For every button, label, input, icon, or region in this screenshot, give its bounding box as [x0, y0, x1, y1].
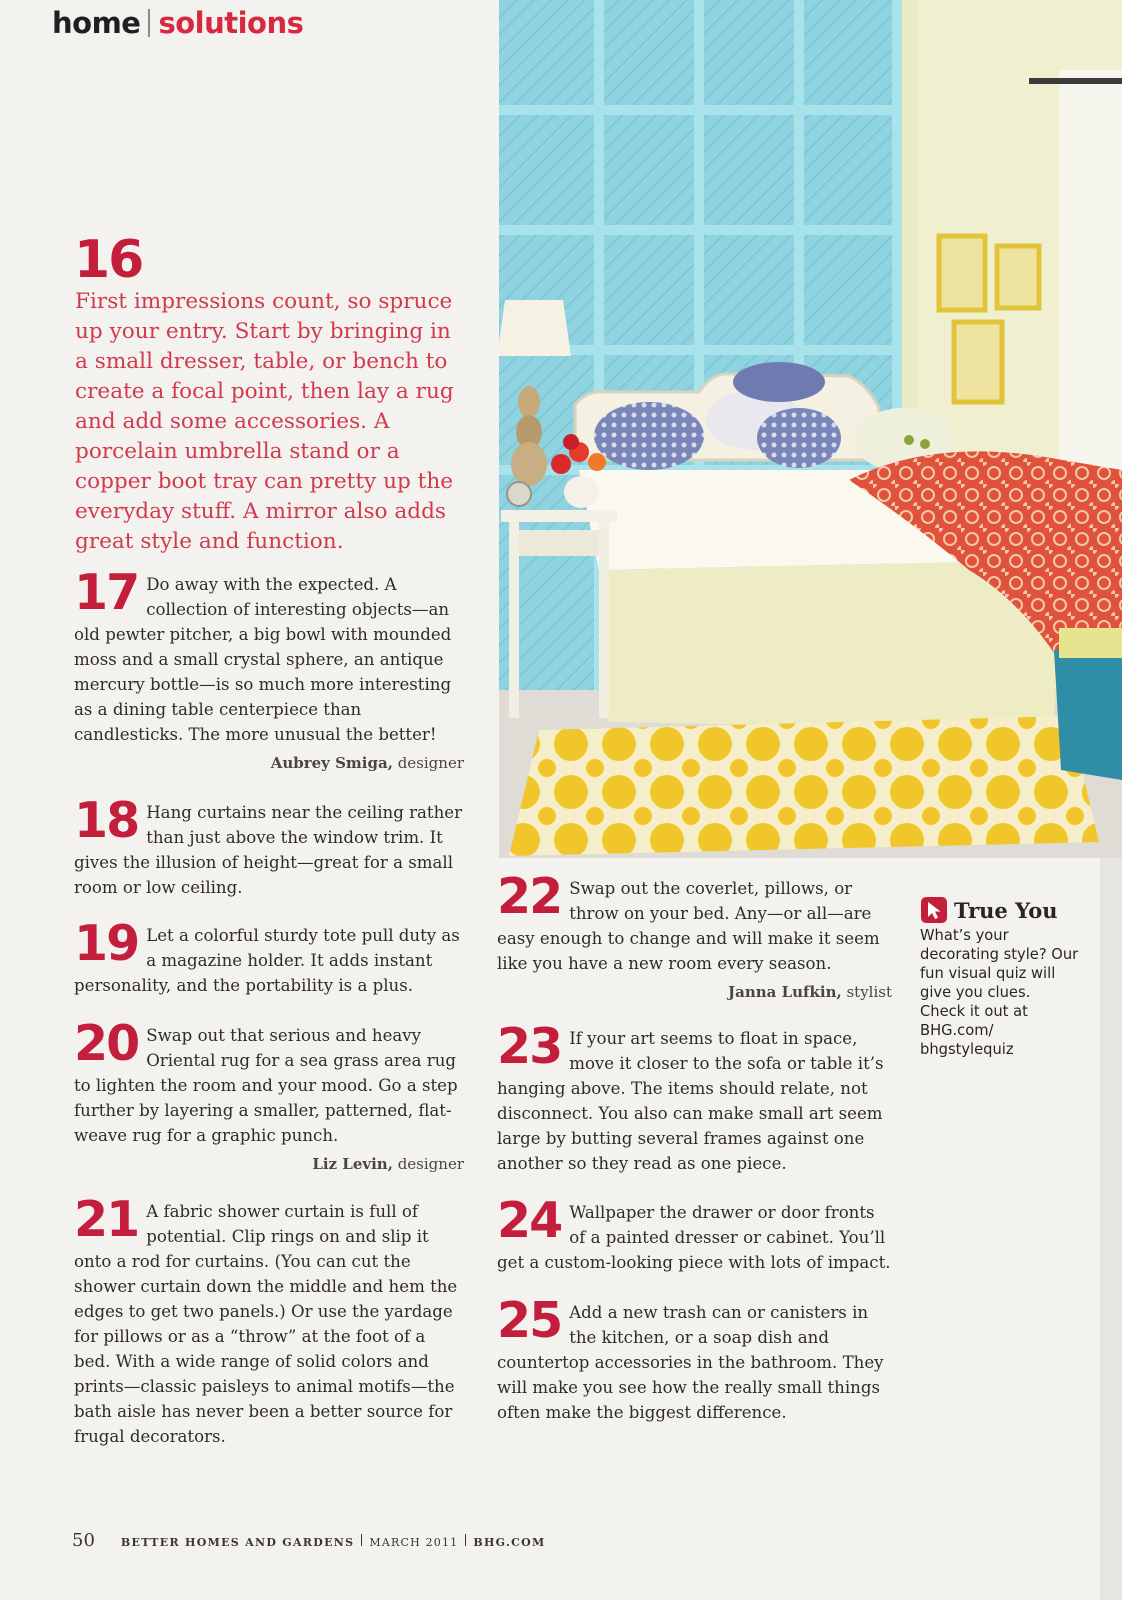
tip-21-number: 21: [74, 1191, 139, 1248]
sidebar-text: What’s your decorating style? Our fun visual quiz will give you clues. Check it out at BHG.com/ bhgstylequiz: [920, 927, 1079, 1058]
credit-name: Aubrey Smiga,: [270, 754, 393, 772]
footer-divider: [361, 1534, 362, 1546]
tip-21-text: A fabric shower curtain is full of potential. Clip rings on and slip it onto a rod for curtains. (You can cut the shower curtain down the middle and hem the edges to get two panels.) Or use the yardage for pillows or as a “throw” at the foot of a bed. With a wide range of solid colors and prints—classic paisleys to animal motifs—the bath aisle has never been a better source for frugal decorators.: [74, 1202, 458, 1446]
page-footer: [72, 1530, 546, 1551]
true-you-sidebar: [920, 896, 1080, 1059]
tip-24: [497, 1192, 892, 1275]
tip-25-text: Add a new trash can or canisters in the kitchen, or a soap dish and countertop accessories in the bathroom. They will make you see how the really small things often make the biggest difference.: [497, 1303, 884, 1422]
section-label-home: home: [52, 6, 141, 40]
tip-23: [497, 1018, 892, 1176]
website: BHG.COM: [473, 1536, 546, 1549]
tip-23-number: 23: [497, 1018, 562, 1075]
sidebar-title: [920, 896, 1080, 924]
footer-divider: [465, 1534, 466, 1546]
tip-22-credit: [497, 980, 892, 1005]
tip-21: [74, 1191, 464, 1449]
tip-20-credit: [74, 1152, 464, 1177]
tip-25: [497, 1292, 892, 1425]
tip-20: [74, 1015, 464, 1177]
tip-22: [497, 868, 892, 1005]
tip-20-number: 20: [74, 1015, 139, 1072]
tip-24-text: Wallpaper the drawer or door fronts of a painted dresser or cabinet. You’ll get a custom-looking piece with lots of impact.: [497, 1203, 891, 1272]
tip-22-number: 22: [497, 868, 562, 925]
cursor-arrow-icon: [920, 896, 948, 924]
tip-20-text: Swap out that serious and heavy Oriental rug for a sea grass area rug to lighten the room and your mood. Go a step further by layering a smaller, patterned, flat-weave rug for a graphic punch.: [74, 1026, 458, 1145]
bedroom-photo: [499, 0, 1122, 858]
credit-role: designer: [392, 754, 464, 772]
tip-17: [74, 564, 464, 776]
tip-19-text: Let a colorful sturdy tote pull duty as a magazine holder. It adds instant personality, and the portability is a plus.: [74, 926, 460, 995]
tip-17-number: 17: [74, 564, 139, 621]
section-header: [52, 6, 303, 40]
tip-16-number: 16: [74, 230, 143, 290]
tip-19-number: 19: [74, 915, 139, 972]
tip-18: [74, 792, 464, 900]
tip-18-text: Hang curtains near the ceiling rather than just above the window trim. It gives the illusion of height—great for a small room or low ceiling.: [74, 803, 463, 897]
tip-17-credit: [74, 751, 464, 776]
tip-24-number: 24: [497, 1192, 562, 1249]
tip-23-text: If your art seems to float in space, move it closer to the sofa or table it’s hanging above. The items should relate, not disconnect. You also can make small art seem large by butting several frames against one another so they read as one piece.: [497, 1029, 884, 1173]
credit-name: Liz Levin,: [312, 1155, 393, 1173]
tip-18-number: 18: [74, 792, 139, 849]
tip-16-text: First impressions count, so spruce up your entry. Start by bringing in a small dresser, table, or bench to create a focal point, then lay a rug and add some accessories. A porcelain umbrella stand or a copper boot tray can pretty up the everyday stuff. A mirror also adds great style and function.: [75, 289, 454, 554]
tip-17-text: Do away with the expected. A collection of interesting objects—an old pewter pitcher, a big bowl with mounded moss and a small crystal sphere, an antique mercury bottle—is so much more interesting as a dining table centerpiece than candlesticks. The more unusual the better!: [74, 575, 452, 744]
page-number: 50: [72, 1530, 95, 1551]
credit-role: designer: [392, 1155, 464, 1173]
tip-19: [74, 915, 464, 998]
sidebar-heading: True You: [954, 897, 1058, 923]
section-label-solutions: solutions: [158, 6, 304, 40]
credit-role: stylist: [841, 983, 892, 1001]
header-divider: [148, 9, 150, 37]
credit-name: Janna Lufkin,: [728, 983, 842, 1001]
magazine-name: BETTER HOMES AND GARDENS: [120, 1536, 355, 1549]
tip-22-text: Swap out the coverlet, pillows, or throw on your bed. Any—or all—are easy enough to change and will make it seem like you have a new room every season.: [497, 879, 880, 973]
tip-25-number: 25: [497, 1292, 562, 1349]
issue-date: MARCH 2011: [369, 1536, 459, 1549]
